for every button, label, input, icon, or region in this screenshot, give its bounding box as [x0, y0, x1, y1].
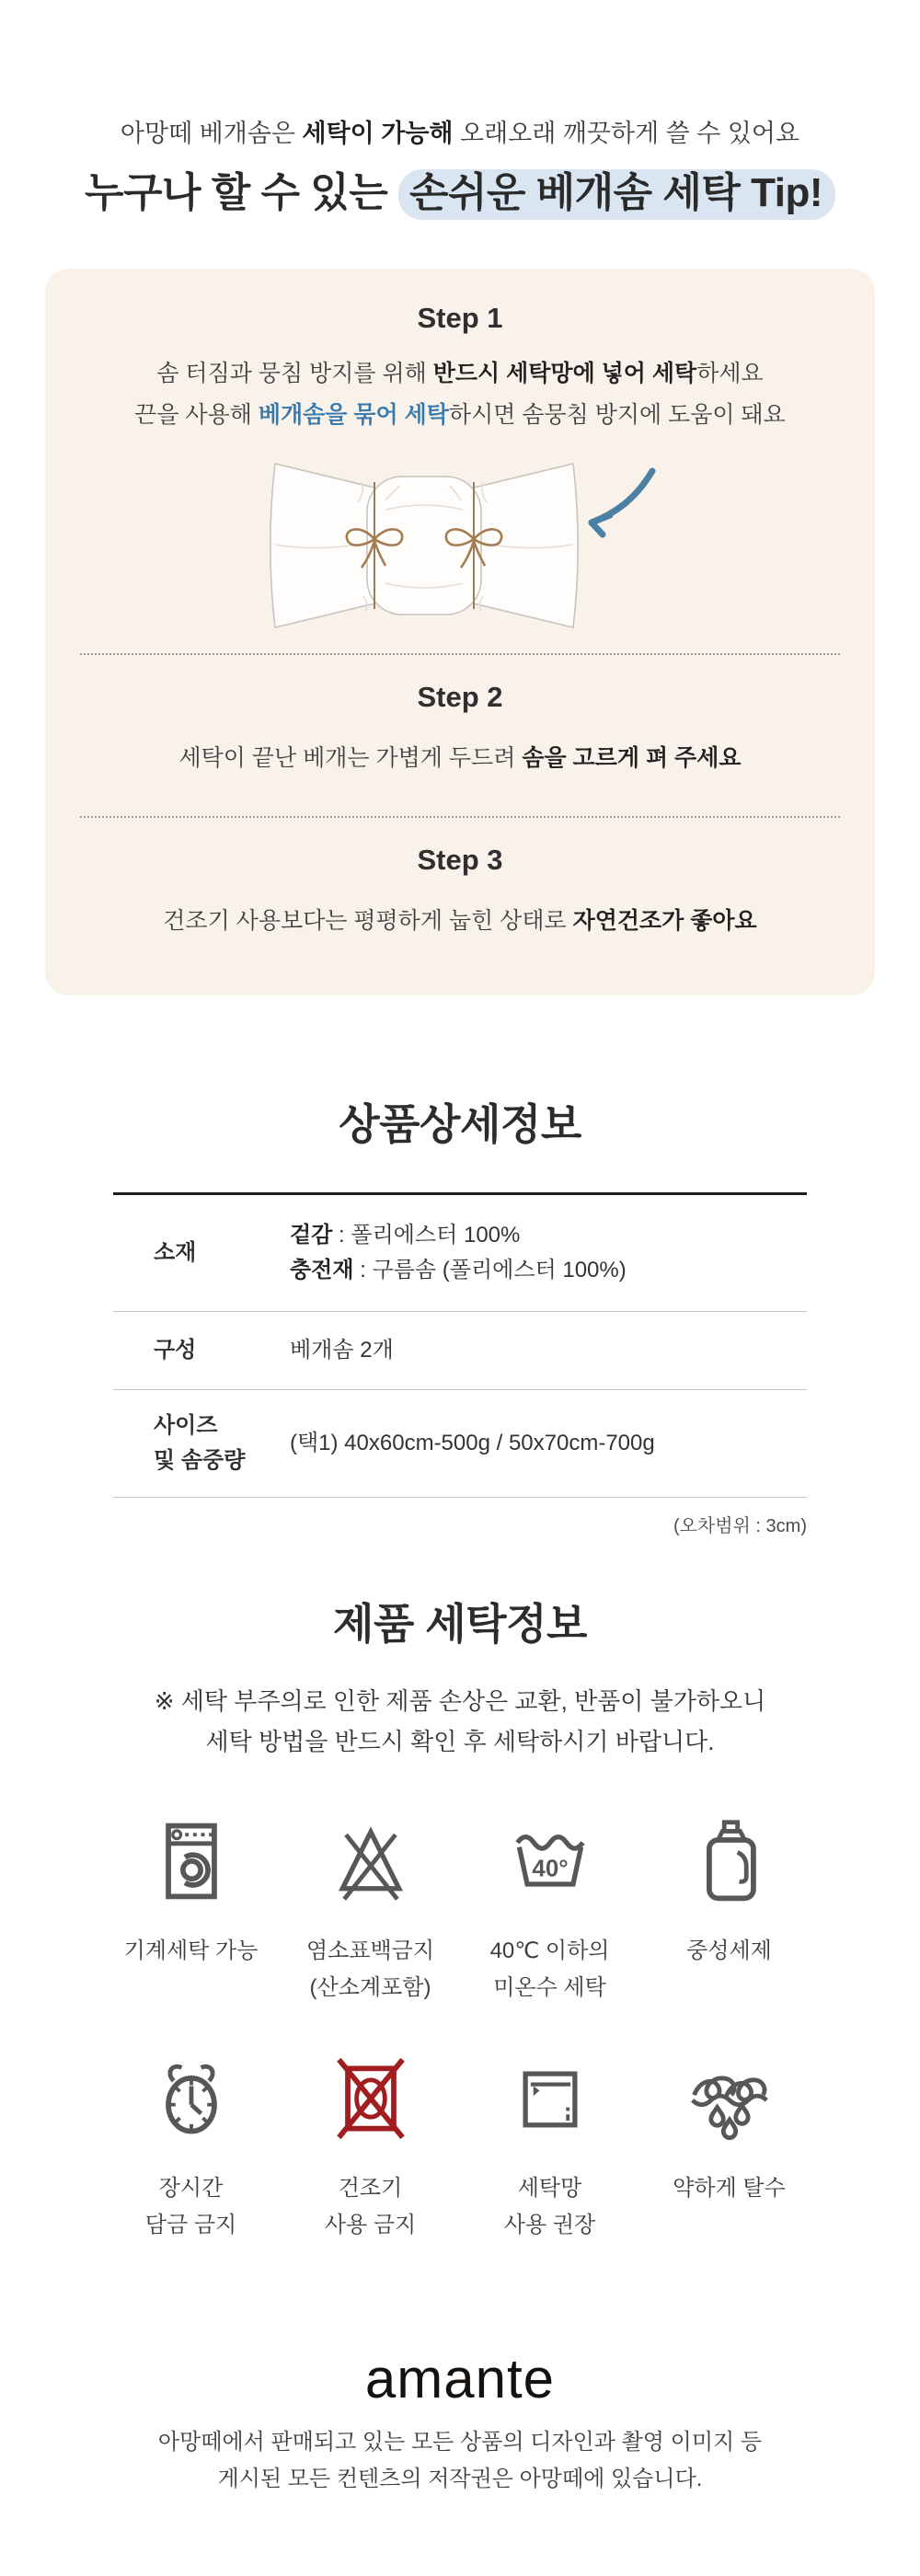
- step-2-text: [45, 738, 875, 779]
- copyright: [0, 2424, 920, 2498]
- care-item-no-dryer: [281, 2051, 460, 2244]
- no-bleach-icon: [281, 1813, 460, 1909]
- step-1-line1-post: 하세요: [696, 361, 764, 386]
- step-2: [45, 655, 875, 816]
- step-1-line2-accent: 베개솜을 묶어 세탁: [258, 402, 449, 428]
- step-1-line2-post: 하시면 솜뭉침 방지에 도움이 돼요: [448, 402, 786, 428]
- step-3: [45, 818, 875, 995]
- table-row-size: [113, 1390, 807, 1497]
- care-item-no-bleach: [281, 1813, 460, 2007]
- care-item-machine-wash: [101, 1813, 281, 2007]
- care-item-gentle-spin: [639, 2051, 819, 2244]
- footer: [0, 2345, 920, 2498]
- care-label: 약하게 탈수: [673, 2176, 786, 2201]
- step-2-title: Step 2: [417, 681, 503, 713]
- material-fill-value: : 구름솜 (폴리에스터 100%): [353, 1258, 627, 1282]
- row-value: [290, 1218, 807, 1288]
- step-1-text: [45, 353, 875, 436]
- no-long-soak-icon: [101, 2051, 281, 2146]
- intro-line-post: 오래오래 깨끗하게 쓸 수 있어요: [453, 120, 800, 147]
- tolerance-note: (오차범위 : 3cm): [673, 1516, 807, 1536]
- size-label-line2: 및 솜중량: [154, 1448, 246, 1473]
- tied-pillow-figure: [262, 449, 658, 642]
- step-3-line-bold: 자연건조가 좋아요: [572, 908, 757, 934]
- copyright-line2: 게시된 모든 컨텐츠의 저작권은 아망떼에 있습니다.: [217, 2467, 703, 2491]
- step-1: [45, 302, 875, 655]
- intro-line-bold: 세탁이 가능해: [302, 120, 454, 147]
- row-value: 베개솜 2개: [290, 1338, 394, 1363]
- machine-wash-icon: [101, 1813, 281, 1909]
- table-row-composition: [113, 1312, 807, 1390]
- material-fill-label: 충전재: [290, 1258, 354, 1282]
- care-item-neutral-detergent: [639, 1813, 819, 2007]
- step-3-text: [45, 901, 875, 942]
- copyright-line1: 아망떼에서 판매되고 있는 모든 상품의 디자인과 촬영 이미지 등: [157, 2430, 763, 2455]
- heading-highlight: 손쉬운 베개솜 세탁 Tip!: [398, 169, 835, 220]
- care-label: 세탁망 사용 권장: [503, 2176, 596, 2237]
- wash-40-icon: [460, 1813, 639, 1909]
- laundry-net-icon: [460, 2051, 639, 2146]
- no-dryer-icon: [281, 2051, 460, 2146]
- tied-pillow-illustration: [262, 449, 658, 642]
- heading-plain: 누구나 할 수 있는: [85, 170, 398, 215]
- table-row-material: [113, 1195, 807, 1312]
- row-label: 소재: [154, 1240, 197, 1265]
- wash-warning-line2: 세탁 방법을 반드시 확인 후 세탁하시기 바랍니다.: [205, 1728, 715, 1755]
- product-info-section: [0, 1091, 920, 1537]
- brand-logo: amante: [364, 2348, 556, 2409]
- care-label: 기계세탁 가능: [123, 1938, 259, 1963]
- spec-table: [113, 1192, 807, 1498]
- care-item-wash-40: [460, 1813, 639, 2007]
- neutral-detergent-icon: [639, 1813, 819, 1909]
- care-item-laundry-net: [460, 2051, 639, 2244]
- wash-warning-line1: ※ 세탁 부주의로 인한 제품 손상은 교환, 반품이 불가하오니: [154, 1687, 766, 1715]
- step-1-line1-bold: 반드시 세탁망에 넣어 세탁: [432, 361, 697, 386]
- arrow-icon: [592, 471, 652, 535]
- intro-line: [0, 116, 920, 151]
- care-label: 건조기 사용 금지: [324, 2176, 417, 2237]
- care-item-no-long-soak: [101, 2051, 281, 2244]
- step-2-line-pre: 세탁이 끝난 베개는 가볍게 두드려: [178, 745, 523, 771]
- intro-section: [0, 0, 920, 221]
- wash-info-title: 제품 세탁정보: [333, 1600, 587, 1648]
- step-1-line2-pre: 끈을 사용해: [134, 402, 259, 428]
- intro-line-pre: 아망떼 베개솜은: [120, 120, 303, 147]
- care-label: 40℃ 이하의 미온수 세탁: [489, 1938, 610, 2000]
- step-1-line1-pre: 솜 터짐과 뭉침 방지를 위해: [156, 361, 433, 386]
- row-label: [113, 1409, 290, 1478]
- step-3-line-pre: 건조기 사용보다는 평평하게 눕힌 상태로: [163, 908, 573, 934]
- size-label-line1: 사이즈: [154, 1413, 218, 1438]
- step-1-title: Step 1: [417, 302, 503, 334]
- wash-tip-card: [45, 269, 875, 995]
- row-label: 구성: [154, 1338, 197, 1363]
- care-icon-grid: [101, 1813, 819, 2244]
- product-info-title: 상품상세정보: [339, 1100, 581, 1148]
- care-label: 염소표백금지 (산소계포함): [305, 1938, 435, 2000]
- step-3-title: Step 3: [417, 844, 503, 876]
- material-shell-label: 겉감: [290, 1223, 333, 1248]
- gentle-spin-icon: [639, 2051, 819, 2146]
- care-label: 중성세제: [686, 1938, 772, 1963]
- svg-text:40°: 40°: [531, 1856, 569, 1882]
- material-shell-value: : 폴리에스터 100%: [332, 1223, 521, 1248]
- step-2-line-bold: 솜을 고르게 펴 주세요: [522, 745, 742, 771]
- row-value: (택1) 40x60cm-500g / 50x70cm-700g: [290, 1431, 655, 1455]
- wash-warning-note: [0, 1681, 920, 1762]
- wash-info-section: [0, 1591, 920, 2244]
- page-title: [0, 166, 920, 221]
- care-label: 장시간 담금 금지: [144, 2176, 237, 2237]
